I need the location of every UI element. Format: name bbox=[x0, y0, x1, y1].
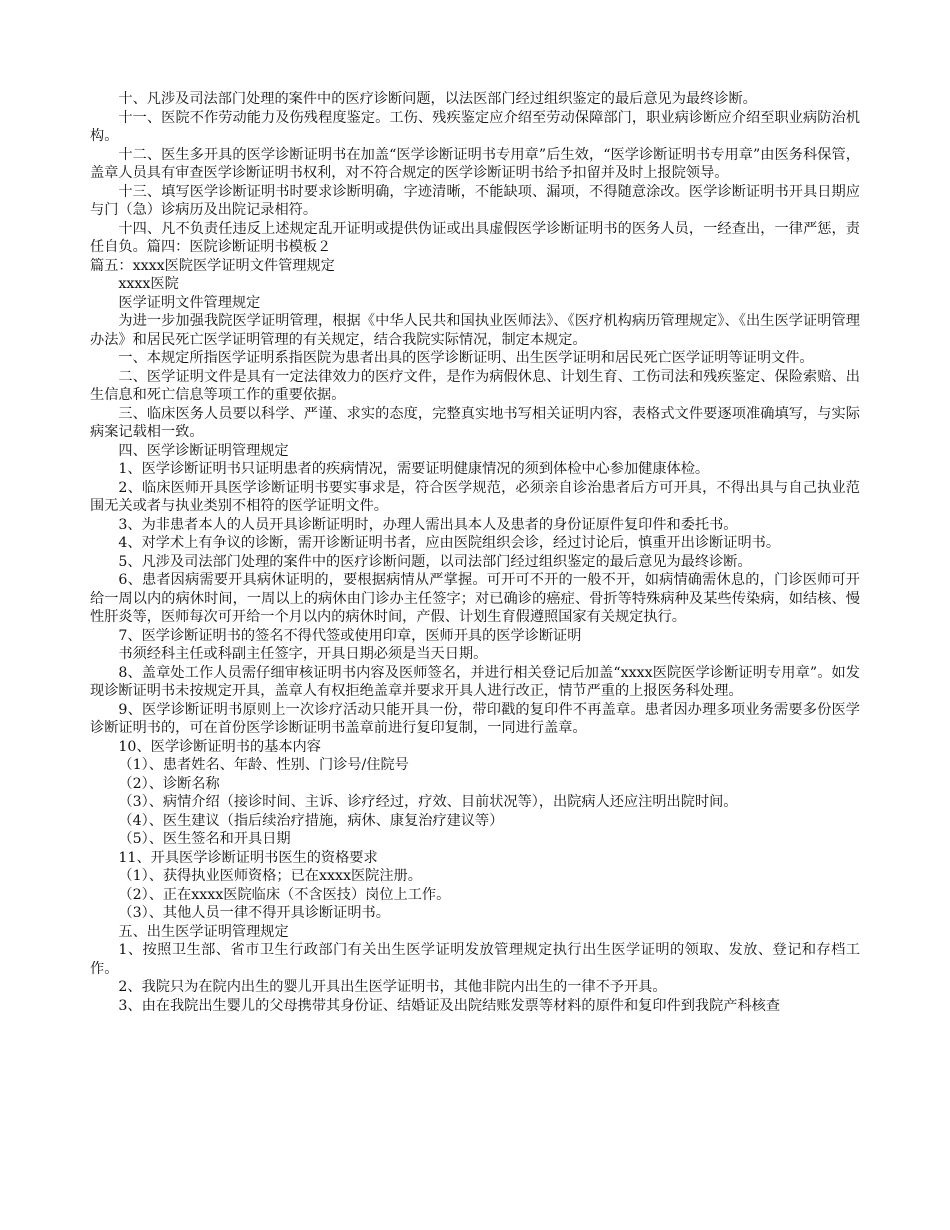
paragraph: 二、医学证明文件是具有一定法律效力的医疗文件，是作为病假休息、计划生育、工伤司法和残疾鉴定、保险索赔、出生信息和死亡信息等项工作的重要依据。 bbox=[90, 368, 860, 403]
sub-list-item: （2）、正在xxxx医院临床（不含医技）岗位上工作。 bbox=[118, 886, 451, 903]
list-item: 2、我院只为在院内出生的婴儿开具出生医学证明书，其他非院内出生的一律不予开具。 bbox=[118, 979, 667, 995]
sub-list-item: （2）、诊断名称 bbox=[118, 775, 220, 792]
sub-list-item: （3）、其他人员一律不得开具诊断证明书。 bbox=[118, 905, 390, 921]
sub-list-item: （5）、医生签名和开具日期 bbox=[118, 831, 291, 847]
section-heading: 篇五：xxxx医院医学证明文件管理规定 bbox=[90, 257, 335, 274]
list-item: 4、对学术上有争议的诊断，需开诊断证明书者，应由医院组织会诊，经过讨论后，慎重开出诊断证明书。 bbox=[118, 535, 781, 551]
paragraph: 十四、凡不负责任违反上述规定乱开证明或提供伪证或出具虚假医学诊断证明书的医务人员，一经查出，一律严惩，责任自负。篇四：医院诊断证明书模板２ bbox=[90, 220, 860, 255]
list-item: 8、盖章处工作人员需仔细审核证明书内容及医师签名，并进行相关登记后加盖“xxxx医院医学诊断证明专用章”。如发现诊断证明书未按规定开具，盖章人有权拒绝盖章并要求开具人进行改正，情节严重的上报医务科处理。 bbox=[90, 664, 860, 699]
list-item: 1、医学诊断证明书只证明患者的疾病情况，需要证明健康情况的须到体检中心参加健康体检。 bbox=[118, 461, 710, 477]
paragraph: 书须经科主任或科副主任签字，开具日期必须是当天日期。 bbox=[118, 646, 488, 662]
list-item: 11、开具医学诊断证明书医生的资格要求 bbox=[118, 849, 378, 866]
list-item: 5、凡涉及司法部门处理的案件中的医疗诊断问题，以司法部门经过组织鉴定的最后意见为最终诊断。 bbox=[118, 553, 752, 570]
document-title: 医学证明文件管理规定 bbox=[118, 294, 261, 311]
paragraph: 一、本规定所指医学证明系指医院为患者出具的医学诊断证明、出生医学证明和居民死亡医学证明等证明文件。 bbox=[118, 350, 814, 366]
paragraph: 十三、填写医学诊断证明书时要求诊断明确，字迹清晰，不能缺项、漏项，不得随意涂改。医学诊断证明书开具日期应与门（急）诊病历及出院记录相符。 bbox=[90, 183, 860, 218]
subsection-heading: 五、出生医学证明管理规定 bbox=[118, 923, 289, 940]
sub-list-item: （4）、医生建议（指后续治疗措施，病休、康复治疗建议等） bbox=[118, 812, 504, 829]
list-item: 7、医学诊断证明书的签名不得代签或使用印章，医师开具的医学诊断证明 bbox=[118, 627, 582, 644]
document-body bbox=[90, 90, 860, 1015]
list-item: 9、医学诊断证明书原则上一次诊疗活动只能开具一份，带印戳的复印件不再盖章。患者因办理多项业务需要多份医学诊断证明书的，可在首份医学诊断证明书盖章前进行复印复制，一同进行盖章。 bbox=[90, 701, 860, 736]
sub-list-item: （3）、病情介绍（接诊时间、主诉、诊疗经过，疗效、目前状况等），出院病人还应注明出院时间。 bbox=[118, 794, 738, 810]
list-item: 3、由在我院出生婴儿的父母携带其身份证、结婚证及出院结账发票等材料的原件和复印件到我院产科核查 bbox=[118, 997, 781, 1014]
list-item: 1、按照卫生部、省市卫生行政部门有关出生医学证明发放管理规定执行出生医学证明的领取、发放、登记和存档工作。 bbox=[90, 942, 860, 977]
list-item: 10、医学诊断证明书的基本内容 bbox=[118, 738, 321, 755]
paragraph: 十二、医生多开具的医学诊断证明书在加盖“医学诊断证明书专用章”后生效，“医学诊断证明书专用章”由医务科保管，盖章人员具有审查医学诊断证明书权利，对不符合规定的医学诊断证明书给予扣留并及时上报院领导。 bbox=[90, 146, 860, 181]
list-item: 2、临床医师开具医学诊断证明书要实事求是，符合医学规范，必须亲自诊治患者后方可开具，不得出具与自己执业范围无关或者与执业类别不相符的医学证明文件。 bbox=[90, 479, 860, 514]
paragraph: 十一、医院不作劳动能力及伤残程度鉴定。工伤、残疾鉴定应介绍至劳动保障部门，职业病诊断应介绍至职业病防治机构。 bbox=[90, 109, 860, 144]
paragraph: 三、临床医务人员要以科学、严谨、求实的态度，完整真实地书写相关证明内容，表格式文件要逐项准确填写，与实际病案记载相一致。 bbox=[90, 405, 860, 440]
sub-list-item: （1）、患者姓名、年龄、性别、门诊号/住院号 bbox=[118, 757, 409, 773]
hospital-name: xxxx医院 bbox=[118, 276, 179, 292]
subsection-heading: 四、医学诊断证明管理规定 bbox=[118, 442, 289, 459]
list-item: 6、患者因病需要开具病休证明的，要根据病情从严掌握。可开可不开的一般不开，如病情确需休息的，门诊医师可开给一周以内的病休时间，一周以上的病休由门诊办主任签字；对已确诊的癌症、骨折等特殊病种及某些传染病，如结核、慢性肝炎等，医师每次可开给一个月以内的病休时间，产假、计划生育假遵照国家有关规定执行。 bbox=[90, 572, 860, 625]
sub-list-item: （1）、获得执业医师资格；已在xxxx医院注册。 bbox=[118, 868, 422, 884]
paragraph: 为进一步加强我院医学证明管理，根据《中华人民共和国执业医师法》、《医疗机构病历管理规定》、《出生医学证明管理办法》和居民死亡医学证明管理的有关规定，结合我院实际情况，制定本规定。 bbox=[90, 313, 860, 348]
paragraph: 十、凡涉及司法部门处理的案件中的医疗诊断问题，以法医部门经过组织鉴定的最后意见为最终诊断。 bbox=[118, 91, 757, 107]
list-item: 3、为非患者本人的人员开具诊断证明时，办理人需出具本人及患者的身份证原件复印件和委托书。 bbox=[118, 516, 738, 533]
